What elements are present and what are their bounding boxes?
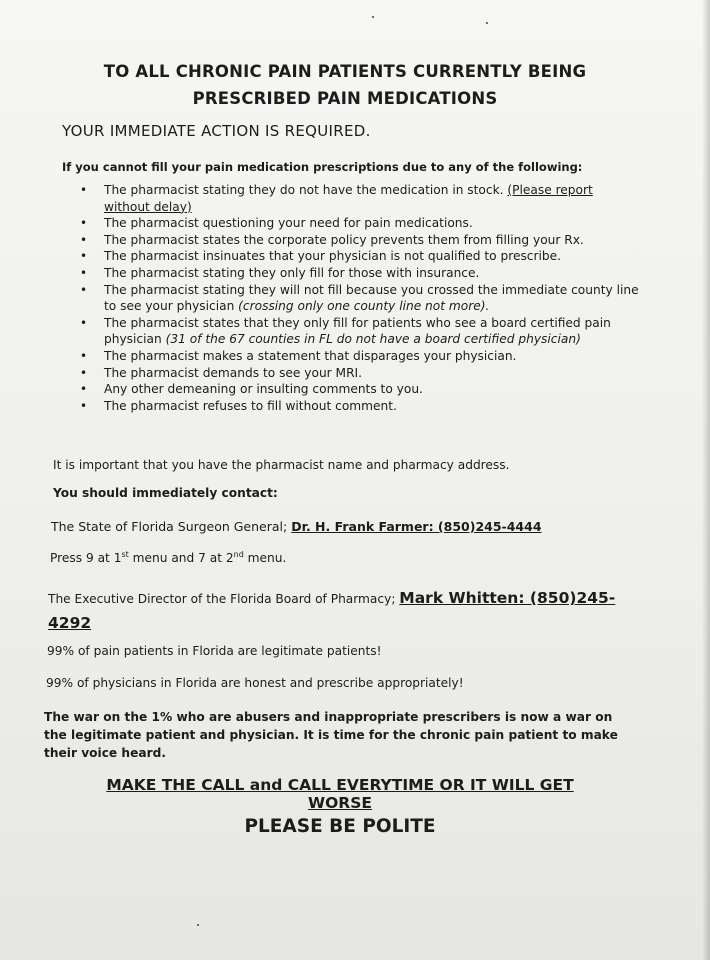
action-required-heading: YOUR IMMEDIATE ACTION IS REQUIRED. xyxy=(62,122,371,140)
bullet-glyph: • xyxy=(80,398,88,413)
reason-text: The pharmacist states that they only fill for patients who see a board certified pain physician xyxy=(104,315,611,347)
title-line-1: TO ALL CHRONIC PAIN PATIENTS CURRENTLY BEING xyxy=(103,62,587,81)
board-contact-line-2: 4292 xyxy=(48,614,92,632)
reason-item xyxy=(80,232,640,249)
bullet-glyph: • xyxy=(80,216,88,231)
bullet-glyph: • xyxy=(80,249,88,264)
bullet-glyph: • xyxy=(80,265,88,280)
board-of-pharmacy-line xyxy=(48,586,648,636)
reason-extra-text: (crossing only one county line not more). xyxy=(238,299,490,314)
bullet-glyph: • xyxy=(80,365,88,380)
paper-speck xyxy=(486,22,488,24)
surgeon-general-contact: Dr. H. Frank Farmer: (850)245-4444 xyxy=(291,519,542,534)
reason-extra-text: (31 of the 67 counties in FL do not have a board certified physician) xyxy=(165,332,581,347)
reason-item xyxy=(80,215,640,232)
surgeon-general-line xyxy=(51,519,542,534)
reason-text: The pharmacist stating they only fill for those with insurance. xyxy=(104,265,480,280)
reason-text: The pharmacist makes a statement that disparages your physician. xyxy=(104,348,517,363)
bullet-glyph: • xyxy=(80,232,88,247)
press-instructions xyxy=(50,550,286,565)
reason-item xyxy=(80,381,640,398)
closing-statement: PLEASE BE POLITE xyxy=(244,816,436,837)
reason-text: The pharmacist stating they will not fill because you crossed the immediate county line to see your physician xyxy=(104,282,639,314)
bullet-glyph: • xyxy=(80,348,88,363)
reason-text: The pharmacist questioning your need for pain medications. xyxy=(104,216,473,231)
paper-speck xyxy=(372,16,374,18)
reason-text: Any other demeaning or insulting comments to you. xyxy=(104,382,423,397)
reason-text: The pharmacist refuses to fill without comment. xyxy=(104,398,397,413)
reason-item xyxy=(80,265,640,282)
title-line-2: PRESCRIBED PAIN MEDICATIONS xyxy=(192,89,498,108)
stat-physicians: 99% of physicians in Florida are honest and prescribe appropriately! xyxy=(46,676,464,690)
contact-heading: You should immediately contact: xyxy=(53,486,278,500)
reason-item xyxy=(80,398,640,415)
paper-speck xyxy=(197,924,199,926)
reason-text: The pharmacist demands to see your MRI. xyxy=(104,365,363,380)
press-text-b: menu and 7 at 2 xyxy=(128,551,234,566)
important-note: It is important that you have the pharmacist name and pharmacy address. xyxy=(53,458,510,472)
war-statement: The war on the 1% who are abusers and inappropriate prescribers is now a war on the legitimate patient and physician. It is time for the chronic pain patient to make their voice heard. xyxy=(44,710,618,760)
reason-text: The pharmacist insinuates that your physician is not qualified to prescribe. xyxy=(104,249,561,264)
reasons-list xyxy=(80,182,640,414)
reason-text: The pharmacist stating they do not have the medication in stock. xyxy=(104,183,508,197)
stat-patients: 99% of pain patients in Florida are legitimate patients! xyxy=(47,644,382,658)
reason-item xyxy=(80,248,640,265)
bullet-glyph: • xyxy=(80,315,88,330)
surgeon-general-prefix: The State of Florida Surgeon General; xyxy=(51,519,292,534)
reason-item xyxy=(80,282,640,315)
press-sup-1: st xyxy=(121,550,129,559)
call-to-action: MAKE THE CALL and CALL EVERYTIME OR IT WILL GET WORSE xyxy=(106,776,574,812)
reason-item xyxy=(80,315,640,348)
press-text-a: Press 9 at 1 xyxy=(50,551,122,566)
intro-text: If you cannot fill your pain medication prescriptions due to any of the following: xyxy=(62,160,583,174)
document-title xyxy=(60,58,630,112)
page-edge-shadow xyxy=(702,0,710,960)
board-prefix: The Executive Director of the Florida Board of Pharmacy; xyxy=(48,592,400,606)
reason-text: The pharmacist states the corporate policy prevents them from filling your Rx. xyxy=(104,232,584,247)
board-contact-line-1: Mark Whitten: (850)245- xyxy=(399,589,616,607)
reason-item xyxy=(80,348,640,365)
bullet-glyph: • xyxy=(80,183,88,197)
press-text-c: menu. xyxy=(243,551,287,566)
reason-extra-text: (Please report without delay) xyxy=(104,183,593,214)
reason-item xyxy=(80,365,640,382)
press-sup-2: nd xyxy=(233,550,244,559)
bullet-glyph: • xyxy=(80,282,88,297)
bullet-glyph: • xyxy=(80,382,88,397)
reason-item xyxy=(80,182,640,215)
